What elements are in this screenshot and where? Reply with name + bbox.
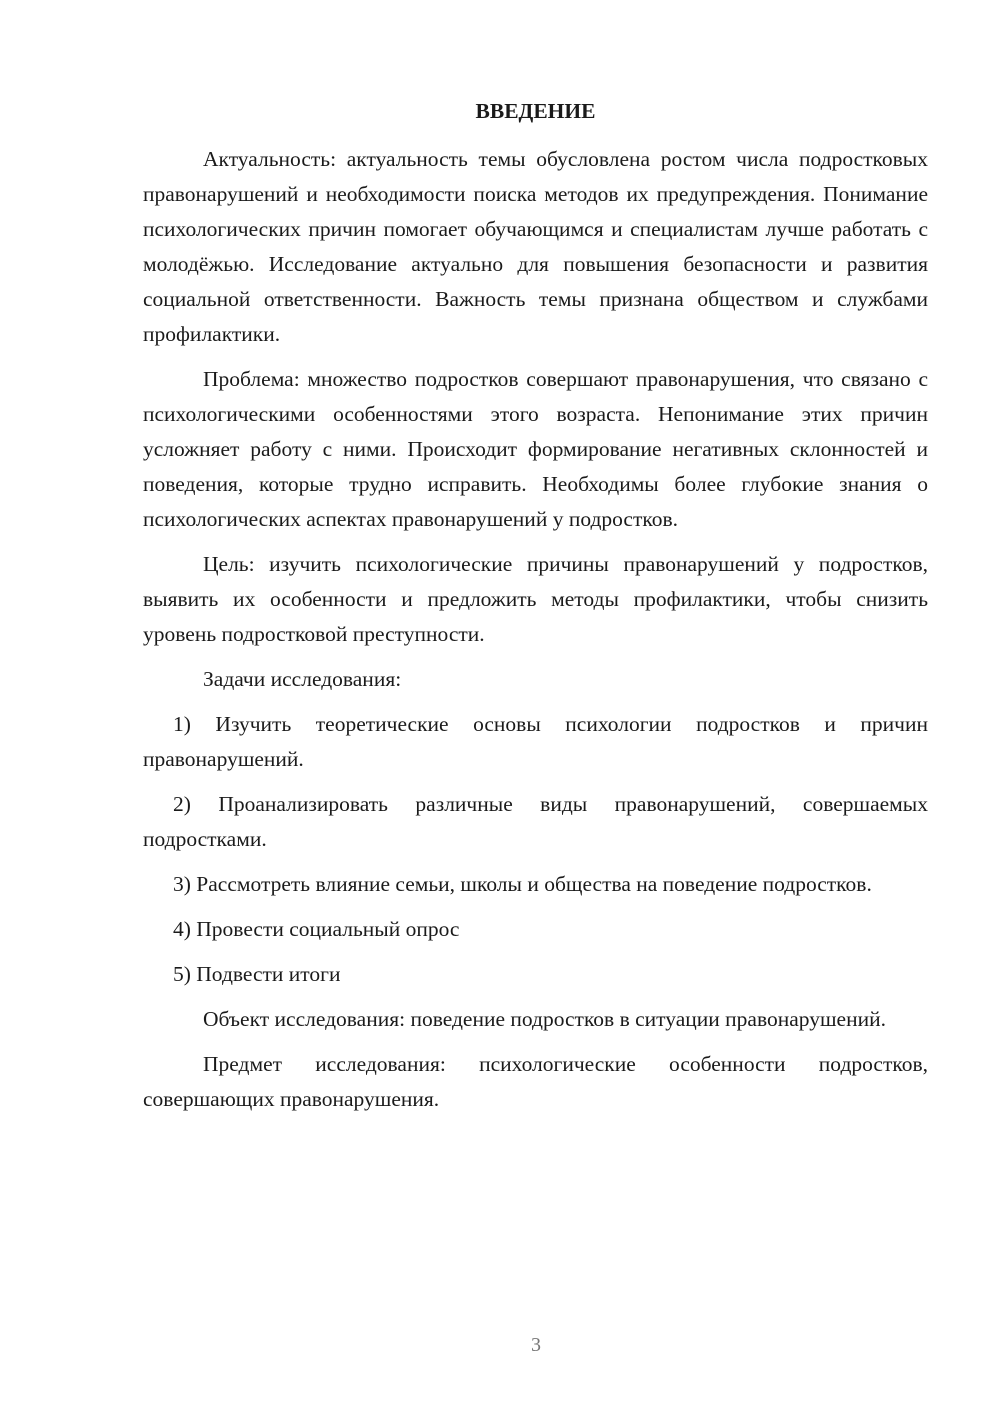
title-wrap xyxy=(143,94,928,129)
paragraph-subject: Предмет исследования: психологические особенности подростков, совершающих правонарушения. xyxy=(143,1052,928,1111)
paragraph-relevance: Актуальность: актуальность темы обусловлена ростом числа подростковых правонарушений и необходимости поиска методов их предупреждения. Понимание психологических причин помогает обучающимся и специалистам лучше работать с молодёжью. Исследование актуально для повышения безопасности и развития социальной ответственности. Важность темы признана обществом и службами профилактики. xyxy=(143,147,928,346)
section-title: ВВЕДЕНИЕ xyxy=(475,99,596,123)
page-body xyxy=(143,94,928,1127)
paragraph-goal: Цель: изучить психологические причины правонарушений у подростков, выявить их особенности и предложить методы профилактики, чтобы снизить уровень подростковой преступности. xyxy=(143,552,928,646)
task-item-3: 3) Рассмотреть влияние семьи, школы и общества на поведение подростков. xyxy=(173,872,872,896)
paragraph-object: Объект исследования: поведение подростков в ситуации правонарушений. xyxy=(203,1007,886,1031)
paragraph-tasks-heading: Задачи исследования: xyxy=(203,667,402,691)
paragraph-problem: Проблема: множество подростков совершают правонарушения, что связано с психологическими особенностями этого возраста. Непонимание этих причин усложняет работу с ними. Происходит формирование негативных склонностей и поведения, которые трудно исправить. Необходимы более глубокие знания о психологических аспектах правонарушений у подростков. xyxy=(143,367,928,531)
task-item-4: 4) Провести социальный опрос xyxy=(173,917,460,941)
page-number: 3 xyxy=(531,1334,541,1356)
task-item-5: 5) Подвести итоги xyxy=(173,962,341,986)
task-item-1: 1) Изучить теоретические основы психологии подростков и причин правонарушений. xyxy=(143,712,928,771)
task-item-2: 2) Проанализировать различные виды правонарушений, совершаемых подростками. xyxy=(143,792,928,851)
